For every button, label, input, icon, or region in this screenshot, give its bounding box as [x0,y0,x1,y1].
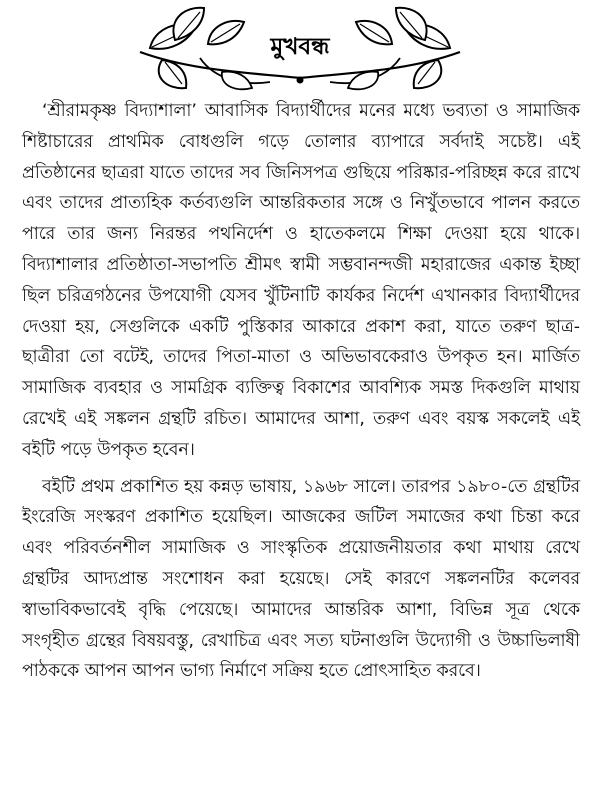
chapter-header [0,0,600,92]
body-text [22,96,580,693]
paragraph-2: বইটি প্রথম প্রকাশিত হয় কন্নড় ভাষায়, ১৯৬৮ সালে। তারপর ১৯৮০-তে গ্রন্থটির ইংরেজি সংস্করণ প্রকাশিত হয়েছিল। আজকের জটিল সমাজের কথা চিন্তা করে এবং পরিবর্তনশীল সামাজিক ও সাংস্কৃতিক প্রয়োজনীয়তার কথা মাথায় রেখে গ্রন্থটির আদ্যপ্রান্ত সংশোধন করা হয়েছে। সেই কারণে সঙ্কলনটির কলেবর স্বাভাবিকভাবেই বৃদ্ধি পেয়েছে। আমাদের আন্তরিক আশা, বিভিন্ন সূত্র থেকে সংগৃহীত গ্রন্থের বিষয়বস্তু, রেখাচিত্র এবং সত্য ঘটনাগুলি উদ্যোগী ও উচ্চাভিলাষী পাঠককে আপন আপন ভাগ্য নির্মাণে সক্রিয় হতে প্রোৎসাহিত করবে। [22,476,580,682]
page-title: মুখবন্ধ [270,34,330,60]
paragraph-1: ‘শ্রীরামকৃষ্ণ বিদ্যাশালা’ আবাসিক বিদ্যার্থীদের মনের মধ্যে ভব্যতা ও সামাজিক শিষ্টাচারের প্রাথমিক বোধগুলি গড়ে তোলার ব্যাপারে সর্বদাই সচেষ্ট। এই প্রতিষ্ঠানের ছাত্ররা যাতে তাদের সব জিনিসপত্র গুছিয়ে পরিষ্কার-পরিচ্ছন্ন করে রাখে এবং তাদের প্রাত্যহিক কর্তব্যগুলি আন্তরিকতার সঙ্গে ও নিখুঁতভাবে পালন করতে পারে তার জন্য নিরন্তর পথনির্দেশ ও হাতেকলমে শিক্ষা দেওয়া হয়ে থাকে। বিদ্যাশালার প্রতিষ্ঠাতা-সভাপতি শ্রীমৎ স্বামী সম্ভবানন্দজী মহারাজের একান্ত ইচ্ছা ছিল চরিত্রগঠনের উপযোগী যেসব খুঁটিনাটি কার্যকর নির্দেশ এখানকার বিদ্যার্থীদের দেওয়া হয়, সেগুলিকে একটি পুস্তিকার আকারে প্রকাশ করা, যাতে তরুণ ছাত্র-ছাত্রীরা তো বটেই, তাদের পিতা-মাতা ও অভিভাবকেরাও উপকৃত হন। মার্জিত সামাজিক ব্যবহার ও সামগ্রিক ব্যক্তিত্ব বিকাশের আবশ্যিক সমস্ত দিকগুলি মাথায় রেখেই এই সঙ্কলন গ্রন্থটি রচিত। আমাদের আশা, তরুণ এবং বয়স্ক সকলেই এই বইটি পড়ে উপকৃত হবেন। [22,101,580,460]
